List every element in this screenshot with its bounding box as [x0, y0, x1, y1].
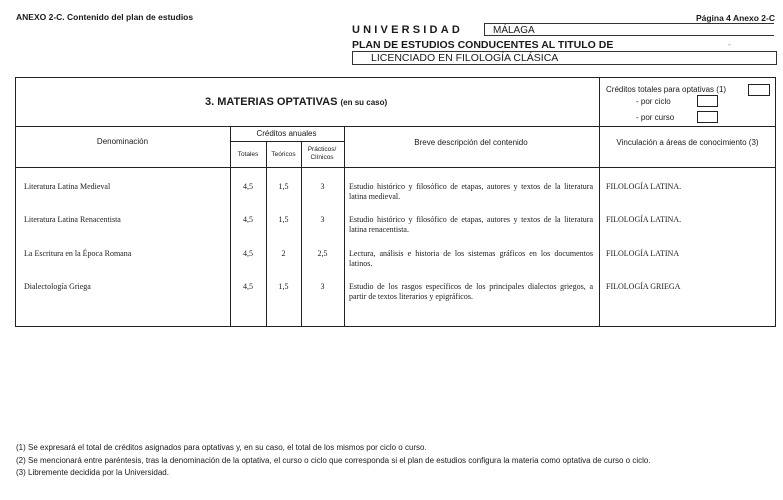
row-1-description: Estudio histórico y filosófico de etapas, autores y textos de la literatura latina medieval. [349, 182, 593, 201]
footnotes [16, 442, 651, 480]
row-4-name: Dialectología Griega [24, 282, 91, 291]
footnote-2: (2) Se mencionará entre paréntesis, tras la denominación de la optativa, el curso o ciclo que corresponda si el plan de estudios configura la materia como optativa de curso o ciclo. [16, 455, 651, 465]
row-2-total: 4,5 [243, 215, 253, 224]
row-3-total: 4,5 [243, 249, 253, 258]
per-cycle-box[interactable] [697, 95, 718, 107]
degree-field: LICENCIADO EN FILOLOGÍA CLÁSICA [352, 51, 777, 65]
row-4-total: 4,5 [243, 282, 253, 291]
section-title [205, 96, 387, 108]
footnote-1: (1) Se expresará el total de créditos asignados para optativas y, en su caso, el total de los mismos por ciclo o curso. [16, 443, 427, 452]
university-name-field: MÁLAGA [484, 23, 774, 36]
row-4-description: Estudio de los rasgos específicos de los principales dialectos griegos, a partir de textos literarios y epigráficos. [349, 282, 593, 301]
row-1-total: 4,5 [243, 182, 253, 191]
header-dash: - [728, 40, 731, 49]
col-header-practical-line2: Clínicos [310, 154, 334, 161]
col-header-theoretical: Teóricos [271, 151, 296, 158]
page-number: Página 4 Anexo 2-C [695, 13, 775, 23]
col-header-practical [301, 146, 343, 162]
footnote-3: (3) Libremente decidida por la Universidad. [16, 468, 169, 477]
table-col-divider [266, 141, 267, 327]
table-col-divider [599, 77, 600, 327]
table-rule-header-bottom [15, 167, 776, 168]
col-header-annual-credits: Créditos anuales [256, 129, 317, 138]
row-3-name: La Escritura en la Época Romana [24, 249, 132, 258]
section-subtitle: (en su caso) [340, 98, 388, 107]
row-1-area: FILOLOGÍA LATINA. [606, 182, 682, 191]
row-2-theoretical: 1,5 [278, 215, 289, 224]
row-2-description: Estudio histórico y filosófico de etapas, autores y textos de la literatura latina renacentista. [349, 215, 593, 234]
row-1-practical: 3 [320, 182, 325, 191]
row-2-name: Literatura Latina Renacentista [24, 215, 121, 224]
col-header-description: Breve descripción del contenido [414, 138, 528, 147]
col-header-practical-line1: Prácticos/ [307, 146, 337, 153]
university-label: UNIVERSIDAD [352, 24, 463, 36]
credits-total-label: Créditos totales para optativas (1) [606, 85, 727, 94]
col-header-totals: Totales [237, 151, 259, 158]
row-1-name: Literatura Latina Medieval [24, 182, 111, 191]
row-4-practical: 3 [320, 282, 325, 291]
row-3-theoretical: 2 [281, 249, 286, 258]
table-col-divider [301, 141, 302, 327]
table-rule-annual-split [230, 141, 344, 142]
section-title-text: 3. MATERIAS OPTATIVAS [205, 96, 338, 108]
col-header-area: Vinculación a áreas de conocimiento (3) [616, 138, 759, 147]
row-3-area: FILOLOGÍA LATINA [606, 249, 680, 258]
col-header-denomination: Denominación [96, 137, 149, 146]
row-2-area: FILOLOGÍA LATINA. [606, 215, 682, 224]
credits-total-box[interactable] [748, 84, 770, 96]
annex-title: ANEXO 2-C. Contenido del plan de estudios [16, 12, 194, 22]
per-cycle-label: - por ciclo [636, 97, 671, 106]
row-3-description: Lectura, análisis e historia de los sistemas gráficos en los documentos latinos. [349, 249, 593, 268]
table-rule-header-top [15, 126, 776, 127]
row-2-practical: 3 [320, 215, 325, 224]
table-col-divider [344, 126, 345, 327]
per-course-box[interactable] [697, 111, 718, 123]
row-3-practical: 2,5 [317, 249, 328, 258]
row-4-theoretical: 1,5 [278, 282, 289, 291]
per-course-label: - por curso [636, 113, 675, 122]
row-1-theoretical: 1,5 [278, 182, 289, 191]
plan-title: PLAN DE ESTUDIOS CONDUCENTES AL TITULO DE [352, 39, 614, 51]
row-4-area: FILOLOGÍA GRIEGA [606, 282, 681, 291]
